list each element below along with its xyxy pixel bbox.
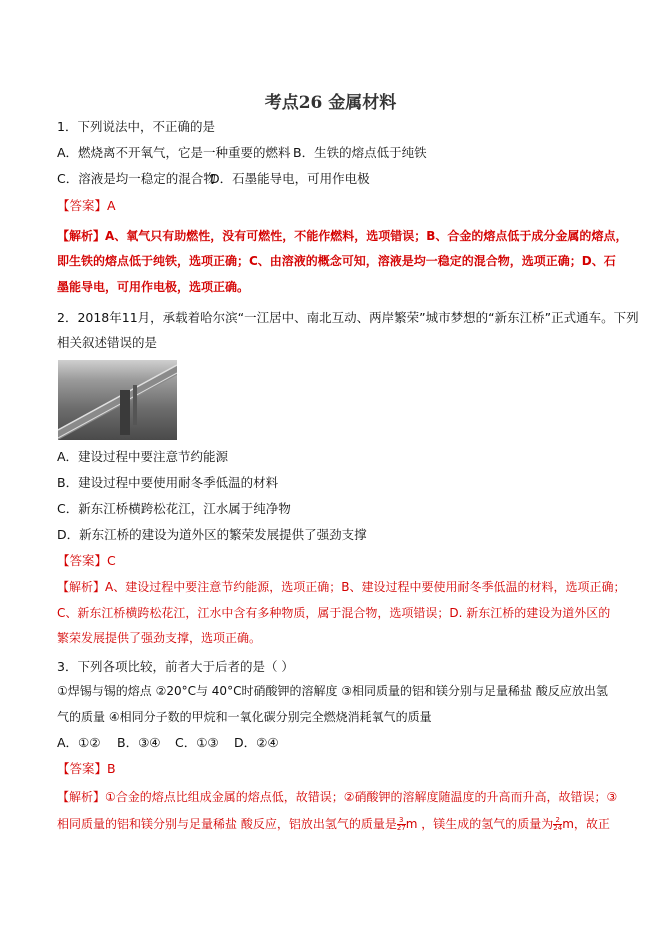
q1-option-a: A．燃烧离不开氧气，它是一种重要的燃料 (57, 145, 291, 160)
q2-option-d: D．新东江桥的建设为道外区的繁荣发展提供了强劲支撑 (57, 527, 367, 542)
fraction-numerator: 2 (555, 816, 560, 824)
q3-items-line: 气的质量 ④相同分子数的甲烷和一氧化碳分别完全燃烧消耗氧气的质量 (57, 710, 432, 724)
q3-analysis-text: 相同质量的铝和镁分别与足量稀盐 酸反应，铝放出氢气的质量是 (57, 817, 397, 831)
q3-items-line: ①焊锡与锡的熔点 ②20°C与 40°C时硝酸钾的溶解度 ③相同质量的铝和镁分别与足量稀盐 酸反应放出氢 (57, 684, 608, 698)
q1-answer: 【答案】A (57, 198, 116, 213)
q2-stem: 相关叙述错误的是 (57, 335, 158, 350)
q3-analysis-text: m，故正 (562, 817, 610, 831)
q1-analysis-line: 【解析】A、氧气只有助燃性，没有可燃性，不能作燃料，选项错误；B、合金的熔点低于成分金属的熔点， (57, 229, 628, 243)
q1-option-d: D．石墨能导电，可用作电极 (210, 171, 370, 186)
q3-stem: 3．下列各项比较，前者大于后者的是（ ） (57, 659, 294, 674)
fraction (553, 817, 562, 832)
q1-option-b: B．生铁的熔点低于纯铁 (293, 145, 427, 160)
q2-option-b: B．建设过程中要使用耐冬季低温的材料 (57, 475, 279, 490)
bridge-photo (58, 360, 177, 440)
q1-analysis-line: 即生铁的熔点低于纯铁，选项正确；C、由溶液的概念可知，溶液是均一稳定的混合物，选项正确；D、石 (57, 254, 616, 268)
q2-option-a: A．建设过程中要注意节约能源 (57, 449, 229, 464)
q3-answer: 【答案】B (57, 761, 116, 776)
q3-option-a: A．①② (57, 735, 101, 750)
q3-analysis-line: 【解析】①合金的熔点比组成金属的熔点低，故错误；②硝酸钾的溶解度随温度的升高而升高，故错误；③ (57, 790, 618, 804)
fraction-denominator: 27 (396, 824, 406, 832)
fraction-numerator: 3 (399, 816, 404, 824)
q1-option-c: C．溶液是均一稳定的混合物 (57, 171, 216, 186)
page-title: 考点26 金属材料 (264, 93, 397, 113)
q1-stem: 1．下列说法中，不正确的是 (57, 119, 215, 134)
fraction (397, 817, 406, 832)
fraction-denominator: 24 (553, 824, 563, 832)
q3-analysis-line (57, 816, 610, 832)
q2-answer: 【答案】C (57, 553, 116, 568)
q1-analysis-line: 墨能导电，可用作电极，选项正确。 (57, 280, 250, 294)
q2-analysis-line: 繁荣发展提供了强劲支撑，选项正确。 (57, 631, 262, 645)
q2-stem: 2．2018年11月，承载着哈尔滨“一江居中、南北互动、两岸繁荣”城市梦想的“新东江桥”正式通车。下列 (57, 310, 639, 325)
q3-analysis-text: m ，镁生成的氢气的质量为 (405, 817, 554, 831)
q2-option-c: C．新东江桥横跨松花江，江水属于纯净物 (57, 501, 291, 516)
q2-analysis-line: C、新东江桥横跨松花江，江水中含有多种物质，属于混合物，选项错误；D. 新东江桥的建设为道外区的 (57, 606, 611, 620)
q3-option-d: D．②④ (234, 735, 279, 750)
q2-analysis-line: 【解析】A、建设过程中要注意节约能源，选项正确；B、建设过程中要使用耐冬季低温的材料，选项正确； (57, 580, 626, 594)
q3-option-b: B．③④ (117, 735, 161, 750)
q3-option-c: C．①③ (175, 735, 219, 750)
